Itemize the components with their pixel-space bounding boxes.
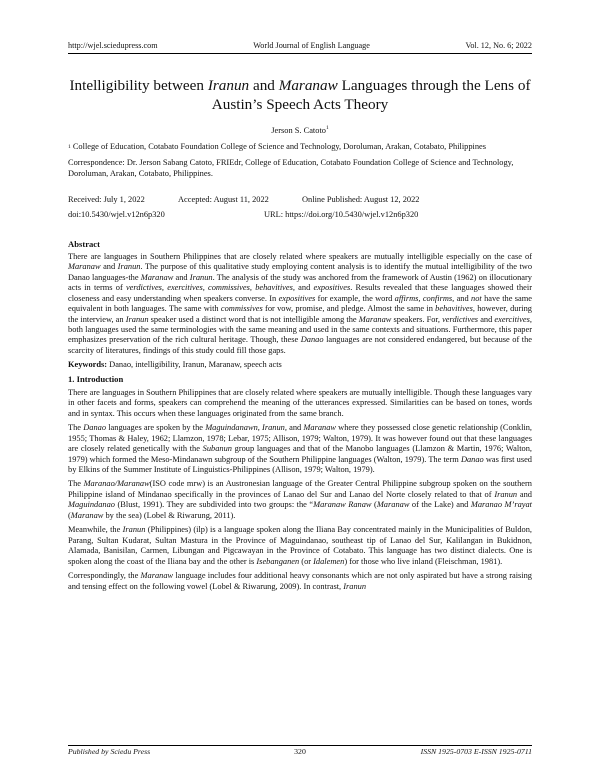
footer-rule xyxy=(68,745,532,746)
published-date: Online Published: August 12, 2022 xyxy=(302,195,420,205)
keywords: Keywords: Danao, intelligibility, Iranun, Maranaw, speech acts xyxy=(68,360,282,370)
header-volume: Vol. 12, No. 6; 2022 xyxy=(465,41,532,50)
intro-paragraph-1: There are languages in Southern Philippines that are closely related where speakers are mutually intelligible. Though these languages vary in other facets and forms, speakers can comprehend the meaning of the utterances expressed. Similarities can be based on tones, words and in syntax. This occurs when these languages originated from the same branch. xyxy=(68,387,532,418)
abstract-text: There are languages in Southern Philippines that are closely related where speakers are mutually intelligible especially on the case of Maranaw and Iranun. The purpose of this qualitative study employing content analysis is to identify the mutual intelligibility of the two Danao languages-the Maranaw and Iranun. The analysis of the study was anchored from the framework of Austin (1962) on illocutionary acts in terms of verdictives, exercitives, commissives, behavitives, and expositives. Results revealed that these languages showed their closeness and easy understanding when speakers converse. In expositives for example, the word affirms, confirms, and not have the same equivalent in both languages. The same with commissives for vow, promise, and pledge. Almost the same in behavitives, however, during the interview, an Iranun speaker used a distinct word that is not intelligible among the Maranaw speakers. For, verdictives and exercitives, both languages used the same terminologies with the same meaning and used in the same contexts and situations. Furthermore, this paper emphasizes preservation of the rich cultural heritage. Though, these Danao languages are not considered endangered, but because of the scarcity of literatures, findings of this study could fill those gaps. xyxy=(68,251,533,355)
author-line: Jerson S. Catoto$^1$ xyxy=(271,125,329,135)
affiliation: $^1$ College of Education, Cotabato Foundation College of Science and Technology, Doroluman, Arakan, Cotabato, Philippines xyxy=(68,141,487,151)
publication-dates xyxy=(68,195,532,221)
intro-paragraph-2: The Danao languages are spoken by the Maguindanawn, Iranun, and Maranaw where they possessed close genetic relationship (Conklin, 1955; Thomas & Haley, 1962; Llamzon, 1978; Lebar, 1975; Allison, 1979; Walton, 1979). It was however found out that these languages are closely related genetically with the Subanun group languages and that of the Manobo languages (Llamzon & Martin, 1976; Walton, 1979) which formed the Meso-Mindanawn subgroup of the Southern Philippine languages (Walton, 1979). The term Danao was first used by Elkins of the Summer Institute of Linguistics-Philippines (Allison, 1979; Walton, 1979). xyxy=(68,423,533,474)
abstract-heading: Abstract xyxy=(68,238,100,249)
introduction-heading: 1. Introduction xyxy=(68,373,124,384)
page-number: 320 xyxy=(294,747,306,756)
received-date: Received: July 1, 2022 xyxy=(68,195,145,205)
paper-title: Intelligibility between Iranun and Maranaw Languages through the Lens of Austin’s Speech Acts Theory xyxy=(69,77,531,113)
header-journal-url[interactable]: http://wjel.sciedupress.com xyxy=(68,41,158,50)
accepted-date: Accepted: August 11, 2022 xyxy=(178,195,269,205)
footer-publisher: Published by Sciedu Press xyxy=(68,747,151,756)
doi-url[interactable]: URL: https://doi.org/10.5430/wjel.v12n6p320 xyxy=(264,210,419,220)
header-journal-name: World Journal of English Language xyxy=(253,41,370,50)
doi[interactable]: doi:10.5430/wjel.v12n6p320 xyxy=(68,210,165,220)
intro-paragraph-4: Meanwhile, the Iranun (Philippines) (ilp) is a language spoken along the Iliana Bay concentrated mainly in the Municipalities of Buldon, Parang, Sultan Kudarat, Sultan Mastura in the Province of Maguindanao, southeast tip of Lanao del Sur, Kalilangan in Bukidnon, Alamada, Banisilan, Carmen, Libungan and Pigcawayan in the Province of Cotabato. This language has two distinct dialects. One is spoken along the coast of the Iliana bay and the other is Isebanganen (or Idalemen) for those who live inland (Fleischman, 1981). xyxy=(68,525,532,566)
intro-paragraph-5: Correspondingly, the Maranaw language includes four additional heavy consonants which are not only aspirated but have a strong raising and tensing effect on the following vowel (Lobel & Riwarung, 2009). In contrast, Iranun xyxy=(68,571,532,591)
footer-issn: ISSN 1925-0703 E-ISSN 1925-0711 xyxy=(420,747,532,756)
correspondence: Correspondence: Dr. Jerson Sabang Catoto, FRIEdr, College of Education, Cotabato Foundation College of Science and Technology, Doroluman, Arakan, Cotabato, Philippines. xyxy=(68,158,514,178)
page xyxy=(68,41,532,596)
header-rule xyxy=(68,53,532,54)
intro-paragraph-3: The Maranao/Maranaw(ISO code mrw) is an Austronesian language of the Greater Central Philippine subgroup spoken on the southern Philippine island of Mindanao specifically in the provinces of Lanao del Sur and Lanao del Norte closely related to that of Iranun and Maguindanao (Blust, 1991). They are subdivided into two groups: the “Maranaw Ranaw (Maranaw of the Lake) and Maranao M’rayat (Maranaw by the sea) (Lobel & Riwarung, 2011). xyxy=(68,479,532,520)
page-footer xyxy=(68,747,532,756)
running-header xyxy=(68,41,532,51)
